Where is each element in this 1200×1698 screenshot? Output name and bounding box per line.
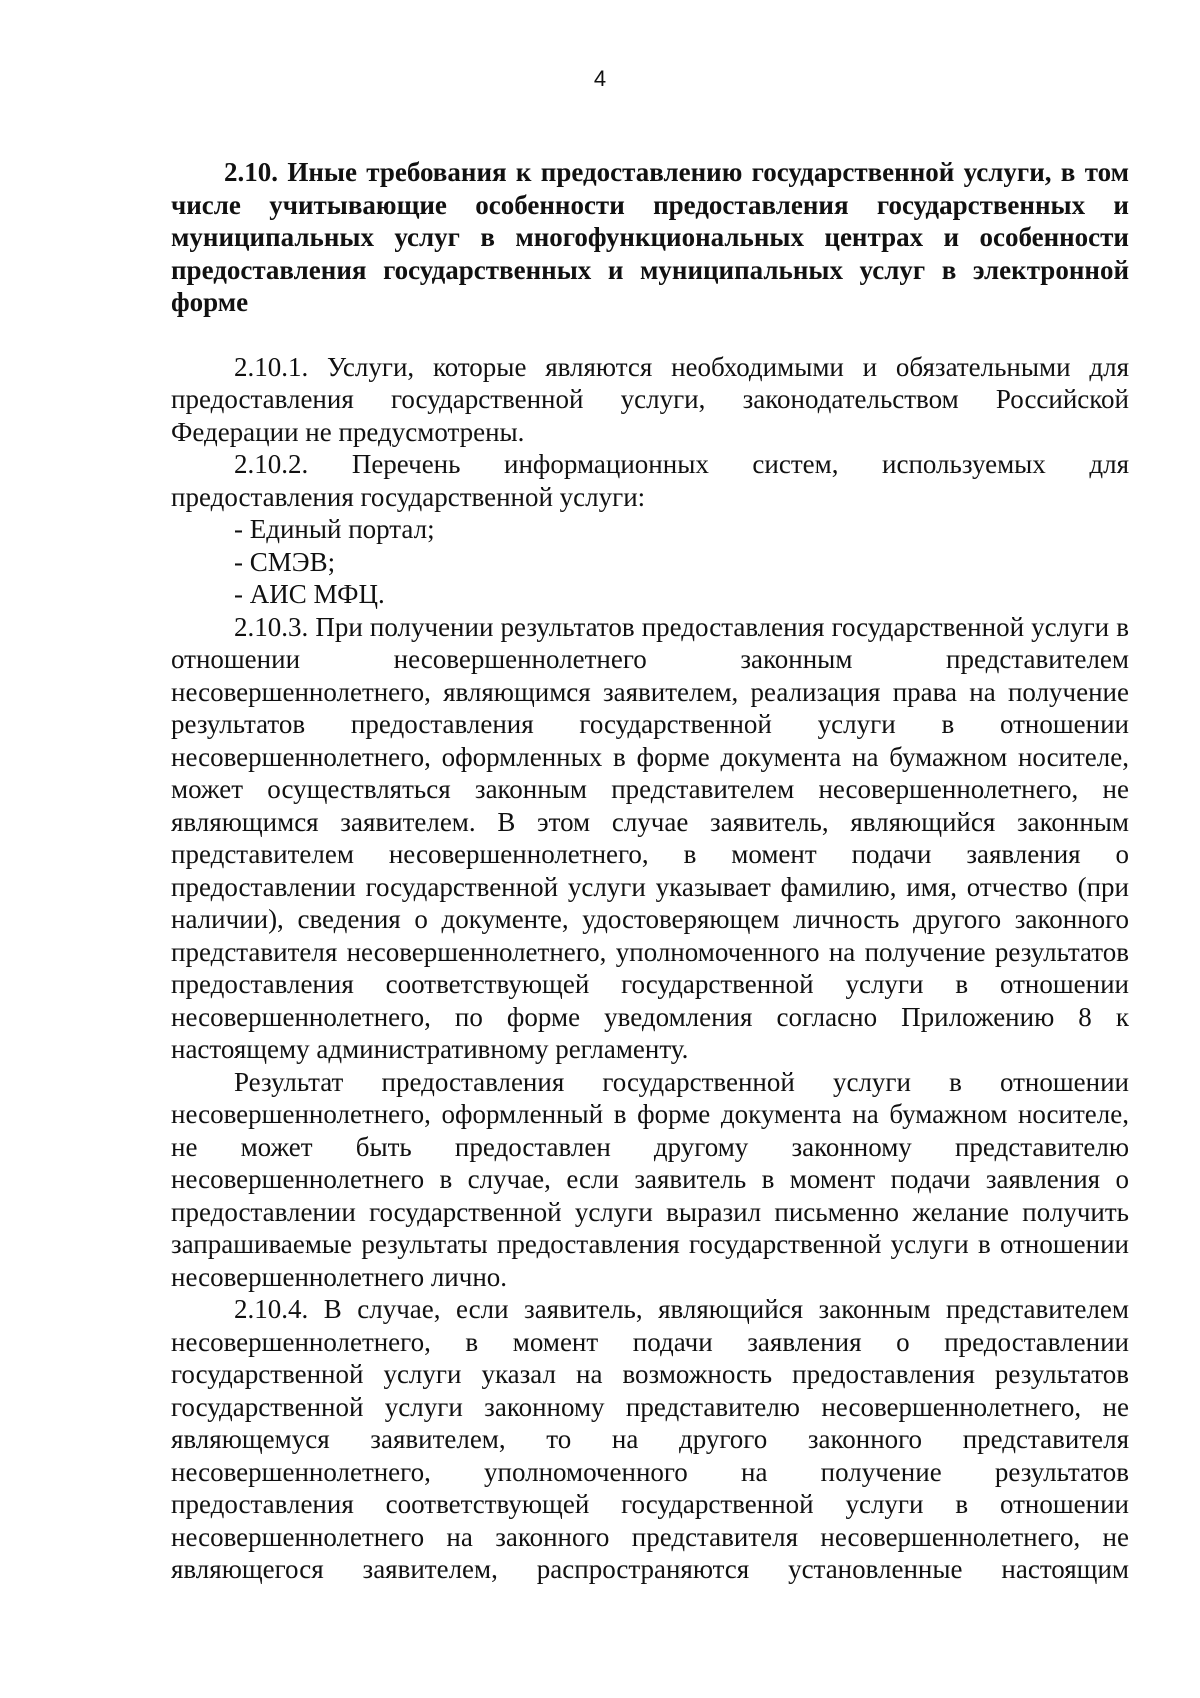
- paragraph-2-10-3: 2.10.3. При получении результатов предоставления государственной услуги в отношении несовершеннолетнего законным представителем несовершеннолетнего, являющимся заявителем, реализация права на получение результатов предоставления государственной услуги в отношении несовершеннолетнего, оформленных в форме документа на бумажном носителе, может осуществляться законным представителем несовершеннолетнего, не являющимся заявителем. В этом случае заявитель, являющийся законным представителем несовершеннолетнего, в момент подачи заявления о предоставлении государственной услуги указывает фамилию, имя, отчество (при наличии), сведения о документе, удостоверяющем личность другого законного представителя несовершеннолетнего, уполномоченного на получение результатов предоставления соответствующей государственной услуги в отношении несовершеннолетнего, по форме уведомления согласно Приложению 8 к настоящему административному регламенту.: [171, 611, 1129, 1064]
- section-heading-2-10: 2.10. Иные требования к предоставлению государственной услуги, в том числе учитывающие особенности предоставления государственных и муниципальных услуг в многофункциональных центрах и особенности предоставления государственных и муниципальных услуг в электронной форме: [171, 157, 1129, 317]
- paragraph-2-10-4: 2.10.4. В случае, если заявитель, являющийся законным представителем несовершеннолетнего, в момент подачи заявления о предоставлении государственной услуги указал на возможность предоставления результатов государственной услуги законному представителю несовершеннолетнего, не являющемуся заявителем, то на другого законного представителя несовершеннолетнего, уполномоченного на получение результатов предоставления соответствующей государственной услуги в отношении несовершеннолетнего на законного представителя несовершеннолетнего, не являющегося заявителем, распространяются установленные настоящим: [171, 1294, 1129, 1584]
- list-item-smev: - СМЭВ;: [234, 546, 336, 577]
- paragraph-2-10-2: 2.10.2. Перечень информационных систем, используемых для предоставления государственной услуги:: [171, 449, 1129, 512]
- list-item-unified-portal: - Единый портал;: [234, 514, 435, 544]
- paragraph-result: Результат предоставления государственной услуги в отношении несовершеннолетнего, оформленный в форме документа на бумажном носителе, не может быть предоставлен другому законному представителю несовершеннолетнего в случае, если заявитель в момент подачи заявления о предоставлении государственной услуги выразил письменно желание получить запрашиваемые результаты предоставления государственной услуги в отношении несовершеннолетнего лично.: [171, 1066, 1129, 1292]
- page-number: 4: [593, 66, 607, 91]
- document-body: [171, 156, 1129, 1586]
- list-item-ais-mfc: - АИС МФЦ.: [234, 579, 385, 609]
- paragraph-2-10-1: 2.10.1. Услуги, которые являются необходимыми и обязательными для предоставления государственной услуги, законодательством Российской Федерации не предусмотрены.: [171, 351, 1129, 447]
